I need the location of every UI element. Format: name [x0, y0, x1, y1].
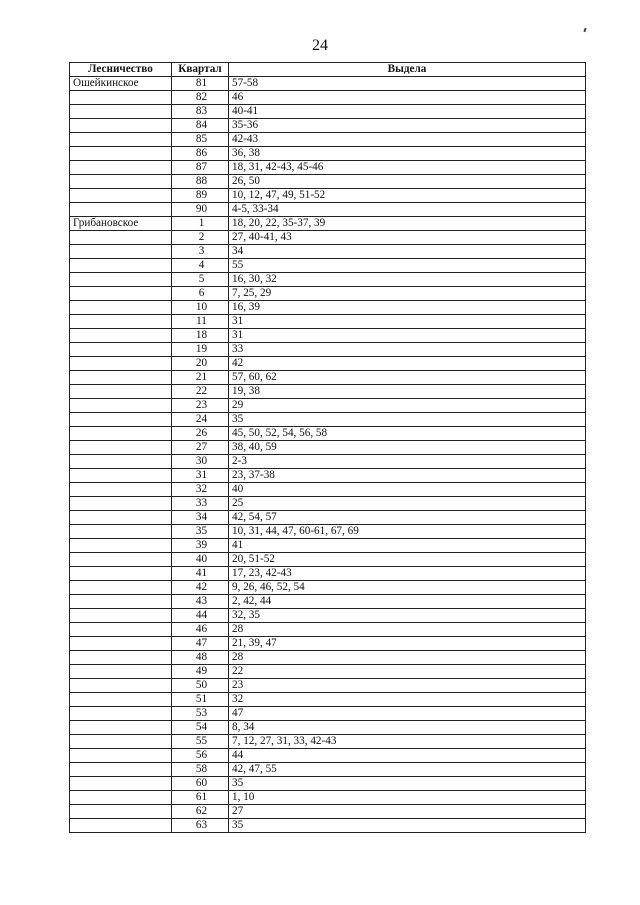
allotments-cell: 27, 40-41, 43 — [229, 231, 586, 245]
quarter-cell: 27 — [172, 441, 229, 455]
table-row — [70, 217, 586, 231]
quarter-cell: 86 — [172, 147, 229, 161]
allotments-cell: 40-41 — [229, 105, 586, 119]
table-row — [70, 175, 586, 189]
table-row — [70, 161, 586, 175]
quarter-cell: 10 — [172, 301, 229, 315]
table-row — [70, 749, 586, 763]
forestry-cell — [70, 175, 172, 189]
quarter-cell: 56 — [172, 749, 229, 763]
forest-quarters-table — [69, 62, 586, 833]
header-allotments: Выдела — [229, 63, 586, 77]
quarter-cell: 1 — [172, 217, 229, 231]
table-row — [70, 147, 586, 161]
allotments-cell: 2-3 — [229, 455, 586, 469]
allotments-cell: 42-43 — [229, 133, 586, 147]
allotments-cell: 31 — [229, 315, 586, 329]
allotments-cell: 25 — [229, 497, 586, 511]
allotments-cell: 8, 34 — [229, 721, 586, 735]
quarter-cell: 39 — [172, 539, 229, 553]
allotments-cell: 23, 37-38 — [229, 469, 586, 483]
allotments-cell: 10, 31, 44, 47, 60-61, 67, 69 — [229, 525, 586, 539]
quarter-cell: 50 — [172, 679, 229, 693]
allotments-cell: 55 — [229, 259, 586, 273]
allotments-cell: 57-58 — [229, 77, 586, 91]
quarter-cell: 82 — [172, 91, 229, 105]
allotments-cell: 31 — [229, 329, 586, 343]
allotments-cell: 42 — [229, 357, 586, 371]
forestry-cell — [70, 357, 172, 371]
forestry-cell — [70, 371, 172, 385]
table-row — [70, 189, 586, 203]
quarter-cell: 58 — [172, 763, 229, 777]
forestry-cell — [70, 455, 172, 469]
allotments-cell: 36, 38 — [229, 147, 586, 161]
forestry-cell — [70, 483, 172, 497]
table-row — [70, 805, 586, 819]
table-header-row — [70, 63, 586, 77]
quarter-cell: 18 — [172, 329, 229, 343]
forestry-cell — [70, 469, 172, 483]
table-body — [70, 77, 586, 833]
forestry-cell — [70, 91, 172, 105]
forestry-cell — [70, 427, 172, 441]
allotments-cell: 35 — [229, 777, 586, 791]
quarter-cell: 85 — [172, 133, 229, 147]
allotments-cell: 40 — [229, 483, 586, 497]
quarter-cell: 63 — [172, 819, 229, 833]
allotments-cell: 34 — [229, 245, 586, 259]
table-row — [70, 525, 586, 539]
quarter-cell: 41 — [172, 567, 229, 581]
header-quarter: Квартал — [172, 63, 229, 77]
table-row — [70, 707, 586, 721]
table-row — [70, 119, 586, 133]
quarter-cell: 26 — [172, 427, 229, 441]
forestry-cell — [70, 581, 172, 595]
forestry-cell — [70, 539, 172, 553]
allotments-cell: 28 — [229, 651, 586, 665]
quarter-cell: 34 — [172, 511, 229, 525]
quarter-cell: 84 — [172, 119, 229, 133]
quarter-cell: 11 — [172, 315, 229, 329]
allotments-cell: 21, 39, 47 — [229, 637, 586, 651]
table-row — [70, 259, 586, 273]
allotments-cell: 45, 50, 52, 54, 56, 58 — [229, 427, 586, 441]
table-row — [70, 343, 586, 357]
table-row — [70, 385, 586, 399]
quarter-cell: 90 — [172, 203, 229, 217]
quarter-cell: 55 — [172, 735, 229, 749]
table-row — [70, 651, 586, 665]
forestry-cell — [70, 693, 172, 707]
forestry-cell — [70, 497, 172, 511]
quarter-cell: 81 — [172, 77, 229, 91]
quarter-cell: 47 — [172, 637, 229, 651]
forestry-cell — [70, 147, 172, 161]
forestry-cell — [70, 273, 172, 287]
forestry-cell — [70, 259, 172, 273]
quarter-cell: 4 — [172, 259, 229, 273]
forestry-cell — [70, 707, 172, 721]
quarter-cell: 43 — [172, 595, 229, 609]
allotments-cell: 10, 12, 47, 49, 51-52 — [229, 189, 586, 203]
table-row — [70, 777, 586, 791]
forestry-cell — [70, 343, 172, 357]
table-row — [70, 483, 586, 497]
allotments-cell: 47 — [229, 707, 586, 721]
table-row — [70, 133, 586, 147]
allotments-cell: 42, 54, 57 — [229, 511, 586, 525]
quarter-cell: 5 — [172, 273, 229, 287]
table-row — [70, 469, 586, 483]
allotments-cell: 44 — [229, 749, 586, 763]
quarter-cell: 61 — [172, 791, 229, 805]
forestry-cell — [70, 609, 172, 623]
allotments-cell: 20, 51-52 — [229, 553, 586, 567]
forestry-cell — [70, 749, 172, 763]
quarter-cell: 33 — [172, 497, 229, 511]
quarter-cell: 88 — [172, 175, 229, 189]
quarter-cell: 49 — [172, 665, 229, 679]
allotments-cell: 1, 10 — [229, 791, 586, 805]
table-row — [70, 371, 586, 385]
quarter-cell: 40 — [172, 553, 229, 567]
forestry-cell — [70, 651, 172, 665]
table-row — [70, 105, 586, 119]
forestry-cell — [70, 329, 172, 343]
forestry-cell — [70, 791, 172, 805]
allotments-cell: 4-5, 33-34 — [229, 203, 586, 217]
quarter-cell: 89 — [172, 189, 229, 203]
quarter-cell: 20 — [172, 357, 229, 371]
allotments-cell: 32, 35 — [229, 609, 586, 623]
table-row — [70, 77, 586, 91]
table-row — [70, 245, 586, 259]
quarter-cell: 53 — [172, 707, 229, 721]
forestry-cell — [70, 161, 172, 175]
quarter-cell: 42 — [172, 581, 229, 595]
quarter-cell: 3 — [172, 245, 229, 259]
forestry-cell — [70, 301, 172, 315]
table-row — [70, 553, 586, 567]
allotments-cell: 41 — [229, 539, 586, 553]
table-row — [70, 791, 586, 805]
table-row — [70, 315, 586, 329]
quarter-cell: 19 — [172, 343, 229, 357]
table-row — [70, 665, 586, 679]
forestry-cell — [70, 287, 172, 301]
page-number: 24 — [312, 37, 328, 54]
table-row — [70, 91, 586, 105]
allotments-cell: 38, 40, 59 — [229, 441, 586, 455]
table-row — [70, 819, 586, 833]
table-row — [70, 693, 586, 707]
table-row — [70, 595, 586, 609]
allotments-cell: 28 — [229, 623, 586, 637]
quarter-cell: 44 — [172, 609, 229, 623]
table-row — [70, 497, 586, 511]
quarter-cell: 60 — [172, 777, 229, 791]
forestry-cell — [70, 679, 172, 693]
table-row — [70, 287, 586, 301]
forestry-cell — [70, 119, 172, 133]
forestry-cell — [70, 567, 172, 581]
allotments-cell: 16, 30, 32 — [229, 273, 586, 287]
forestry-cell — [70, 763, 172, 777]
quarter-cell: 22 — [172, 385, 229, 399]
forestry-cell — [70, 399, 172, 413]
table-row — [70, 609, 586, 623]
forestry-cell — [70, 525, 172, 539]
forestry-cell — [70, 665, 172, 679]
table-row — [70, 203, 586, 217]
quarter-cell: 21 — [172, 371, 229, 385]
table-row — [70, 413, 586, 427]
allotments-cell: 42, 47, 55 — [229, 763, 586, 777]
allotments-cell: 35-36 — [229, 119, 586, 133]
forestry-cell — [70, 105, 172, 119]
allotments-cell: 18, 31, 42-43, 45-46 — [229, 161, 586, 175]
table-row — [70, 735, 586, 749]
table-row — [70, 357, 586, 371]
forestry-cell — [70, 721, 172, 735]
table-row — [70, 399, 586, 413]
table-row — [70, 231, 586, 245]
allotments-cell: 27 — [229, 805, 586, 819]
quarter-cell: 2 — [172, 231, 229, 245]
allotments-cell: 17, 23, 42-43 — [229, 567, 586, 581]
forestry-cell — [70, 595, 172, 609]
forestry-cell — [70, 315, 172, 329]
header-forestry: Лесничество — [70, 63, 172, 77]
forestry-cell — [70, 623, 172, 637]
allotments-cell: 9, 26, 46, 52, 54 — [229, 581, 586, 595]
table-row — [70, 329, 586, 343]
scan-mark — [583, 28, 586, 32]
allotments-cell: 23 — [229, 679, 586, 693]
quarter-cell: 48 — [172, 651, 229, 665]
table-row — [70, 539, 586, 553]
forestry-cell — [70, 735, 172, 749]
quarter-cell: 32 — [172, 483, 229, 497]
allotments-cell: 29 — [229, 399, 586, 413]
quarter-cell: 83 — [172, 105, 229, 119]
table-row — [70, 441, 586, 455]
table-row — [70, 567, 586, 581]
quarter-cell: 51 — [172, 693, 229, 707]
table-row — [70, 273, 586, 287]
quarter-cell: 24 — [172, 413, 229, 427]
table-row — [70, 301, 586, 315]
quarter-cell: 54 — [172, 721, 229, 735]
allotments-cell: 32 — [229, 693, 586, 707]
quarter-cell: 30 — [172, 455, 229, 469]
quarter-cell: 23 — [172, 399, 229, 413]
table-row — [70, 763, 586, 777]
forestry-cell — [70, 189, 172, 203]
forestry-cell — [70, 819, 172, 833]
table-row — [70, 637, 586, 651]
allotments-cell: 7, 12, 27, 31, 33, 42-43 — [229, 735, 586, 749]
forestry-name: Ошейкинское — [70, 77, 172, 91]
table-row — [70, 679, 586, 693]
forestry-cell — [70, 637, 172, 651]
table-row — [70, 721, 586, 735]
allotments-cell: 46 — [229, 91, 586, 105]
forestry-cell — [70, 203, 172, 217]
quarter-cell: 35 — [172, 525, 229, 539]
forestry-cell — [70, 553, 172, 567]
table-row — [70, 455, 586, 469]
forestry-cell — [70, 385, 172, 399]
forestry-cell — [70, 511, 172, 525]
quarter-cell: 6 — [172, 287, 229, 301]
allotments-cell: 35 — [229, 819, 586, 833]
quarter-cell: 31 — [172, 469, 229, 483]
forestry-cell — [70, 441, 172, 455]
forestry-cell — [70, 133, 172, 147]
allotments-cell: 22 — [229, 665, 586, 679]
allotments-cell: 26, 50 — [229, 175, 586, 189]
forestry-name: Грибановское — [70, 217, 172, 231]
table-row — [70, 427, 586, 441]
forestry-cell — [70, 805, 172, 819]
forestry-cell — [70, 245, 172, 259]
allotments-cell: 7, 25, 29 — [229, 287, 586, 301]
allotments-cell: 57, 60, 62 — [229, 371, 586, 385]
forestry-cell — [70, 413, 172, 427]
table-row — [70, 623, 586, 637]
forestry-cell — [70, 231, 172, 245]
allotments-cell: 19, 38 — [229, 385, 586, 399]
table-row — [70, 511, 586, 525]
table-row — [70, 581, 586, 595]
forestry-cell — [70, 777, 172, 791]
allotments-cell: 2, 42, 44 — [229, 595, 586, 609]
allotments-cell: 35 — [229, 413, 586, 427]
allotments-cell: 18, 20, 22, 35-37, 39 — [229, 217, 586, 231]
quarter-cell: 46 — [172, 623, 229, 637]
quarter-cell: 62 — [172, 805, 229, 819]
allotments-cell: 16, 39 — [229, 301, 586, 315]
allotments-cell: 33 — [229, 343, 586, 357]
quarter-cell: 87 — [172, 161, 229, 175]
